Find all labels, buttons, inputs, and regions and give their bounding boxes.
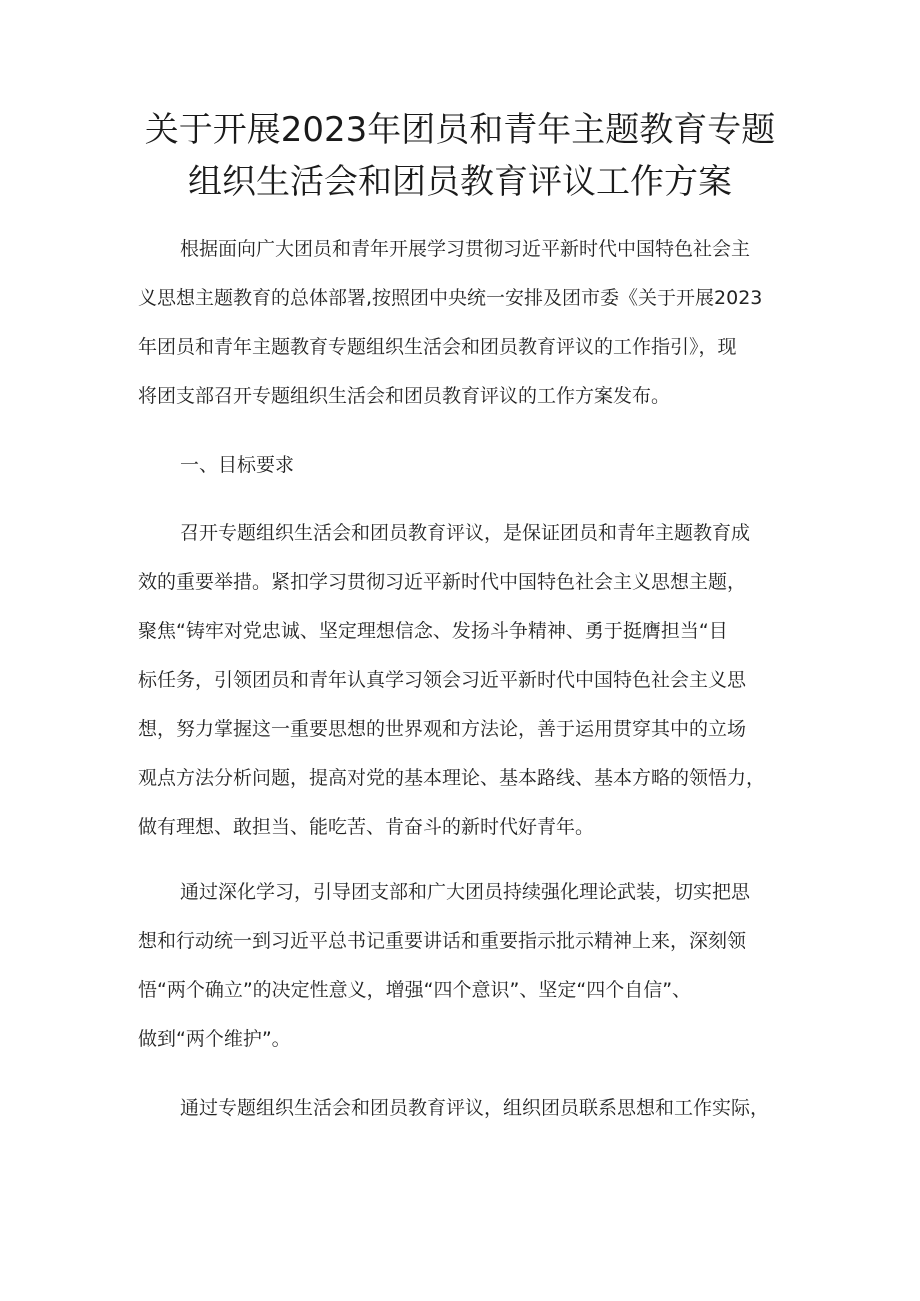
para1-line-3: 聚焦“铸牢对党忠诚、坚定理想信念、发扬斗争精神、勇于挺膺担当“目 <box>138 620 728 642</box>
para1-line-1: 召开专题组织生活会和团员教育评议，是保证团员和青年主题教育成 <box>180 522 751 544</box>
para1-line-5: 想，努力掌握这一重要思想的世界观和方法论，善于运用贯穿其中的立场 <box>138 718 747 740</box>
para1-line-4: 标任务，引领团员和青年认真学习领会习近平新时代中国特色社会主义思 <box>138 669 747 691</box>
section-heading: 一、目标要求 <box>180 454 295 476</box>
para1-line-7: 做有理想、敢担当、能吃苦、肯奋斗的新时代好青年。 <box>138 816 595 838</box>
intro-line-3: 年团员和青年主题教育专题组织生活会和团员教育评议的工作指引》，现 <box>138 336 737 358</box>
intro-line-1: 根据面向广大团员和青年开展学习贯彻习近平新时代中国特色社会主 <box>180 238 751 260</box>
intro-line-2: 义思想主题教育的总体部署,按照团中央统一安排及团市委《关于开展2023 <box>138 287 763 309</box>
intro-line-4: 将团支部召开专题组织生活会和团员教育评议的工作方案发布。 <box>138 385 671 407</box>
para1-line-6: 观点方法分析问题，提高对党的基本理论、基本路线、基本方略的领悟力， <box>138 767 766 789</box>
para3-line-1: 通过专题组织生活会和团员教育评议，组织团员联系思想和工作实际， <box>180 1097 770 1119</box>
document-title-line-1: 关于开展2023年团员和青年主题教育专题 <box>144 110 776 150</box>
para2-line-2: 想和行动统一到习近平总书记重要讲话和重要指示批示精神上来，深刻领 <box>138 930 747 952</box>
para2-line-3: 悟“两个确立”的决定性意义，增强“四个意识”、坚定“四个自信”、 <box>138 979 692 1001</box>
para1-line-2: 效的重要举措。紧扣学习贯彻习近平新时代中国特色社会主义思想主题， <box>138 571 747 593</box>
para2-line-1: 通过深化学习，引导团支部和广大团员持续强化理论武装，切实把思 <box>180 881 751 903</box>
document-title-line-2: 组织生活会和团员教育评议工作方案 <box>188 162 732 202</box>
para2-line-4: 做到“两个维护”。 <box>138 1028 291 1050</box>
